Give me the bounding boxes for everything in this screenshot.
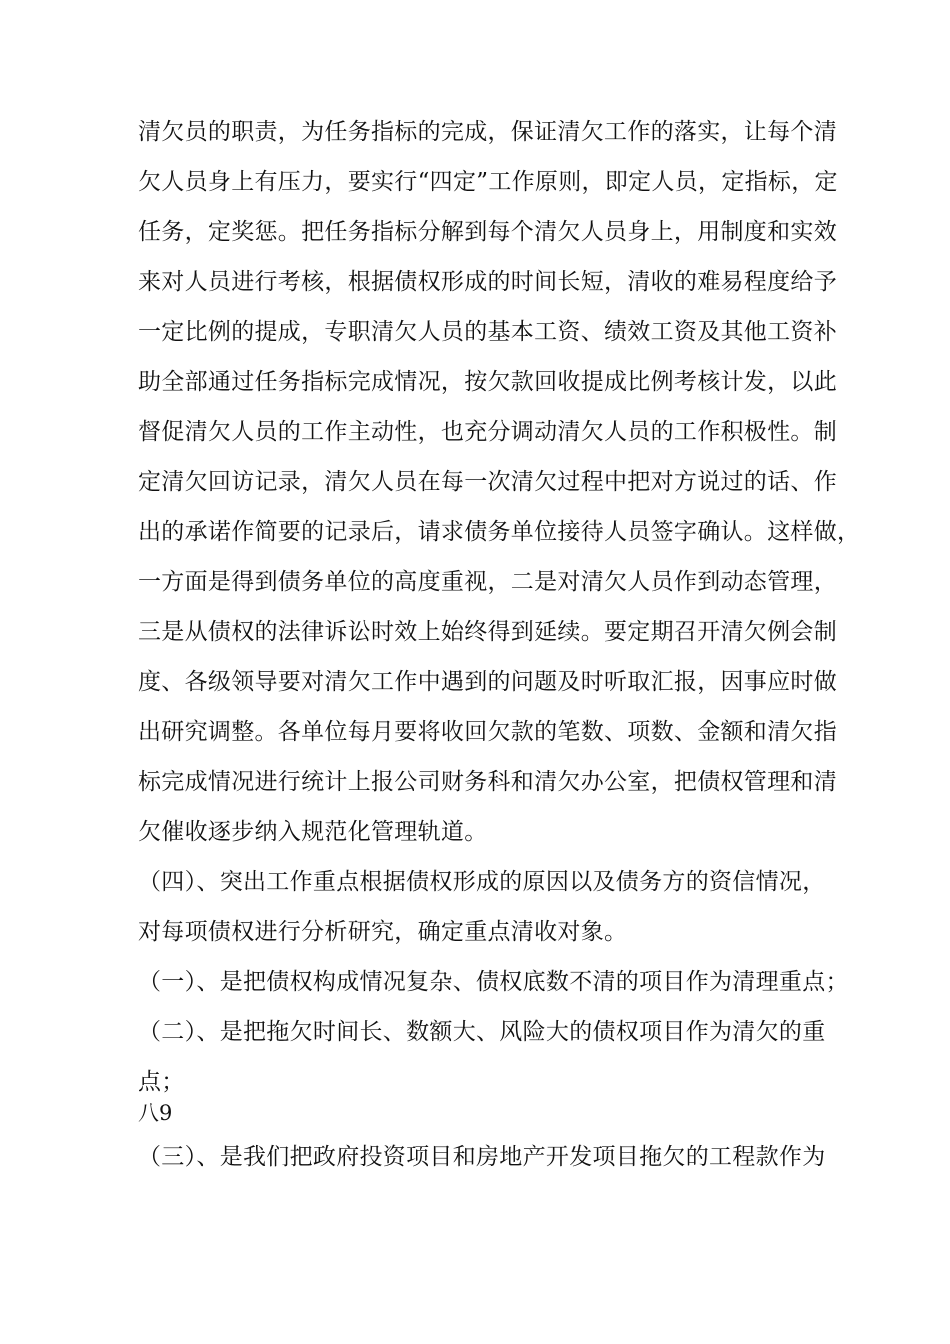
text-line: （三）、是我们把政府投资项目和房地产开发项目拖欠的工程款作为: [138, 1144, 826, 1170]
text-line: 来对人员进行考核，根据债权形成的时间长短，清收的难易程度给予: [138, 269, 837, 295]
text-line: 欠催收逐步纳入规范化管理轨道。: [138, 819, 488, 845]
text-line: 三是从债权的法律诉讼时效上始终得到延续。要定期召开清欠例会制: [138, 619, 837, 645]
text-line: 度、各级领导要对清欠工作中遇到的问题及时听取汇报，因事应时做: [138, 669, 837, 695]
text-line: （一）、是把债权构成情况复杂、债权底数不清的项目作为清理重点；: [138, 969, 849, 995]
text-line: 助全部通过任务指标完成情况，按欠款回收提成比例考核计发，以此: [138, 369, 837, 395]
text-line: 欠人员身上有压力，要实行“四定”工作原则，即定人员，定指标，定: [138, 169, 838, 195]
page-marker: 八9: [138, 1101, 173, 1125]
text-line: 任务，定奖惩。把任务指标分解到每个清欠人员身上，用制度和实效: [138, 219, 837, 245]
text-line: 标完成情况进行统计上报公司财务科和清欠办公室，把债权管理和清: [138, 769, 837, 795]
text-line: （四）、突出工作重点根据债权形成的原因以及债务方的资信情况，: [138, 869, 826, 895]
text-line: 督促清欠人员的工作主动性，也充分调动清欠人员的工作积极性。制: [138, 419, 837, 445]
text-line: 点；: [138, 1069, 185, 1095]
text-line: 一定比例的提成，专职清欠人员的基本工资、绩效工资及其他工资补: [138, 319, 837, 345]
text-line: 出的承诺作简要的记录后，请求债务单位接待人员签字确认。这样做，: [138, 519, 861, 545]
text-line: 定清欠回访记录，清欠人员在每一次清欠过程中把对方说过的话、作: [138, 469, 837, 495]
text-line: 清欠员的职责，为任务指标的完成，保证清欠工作的落实，让每个清: [138, 119, 837, 145]
text-line: 一方面是得到债务单位的高度重视，二是对清欠人员作到动态管理，: [138, 569, 837, 595]
text-line: （二）、是把拖欠时间长、数额大、风险大的债权项目作为清欠的重: [138, 1019, 826, 1045]
text-line: 出研究调整。各单位每月要将收回欠款的笔数、项数、金额和清欠指: [138, 719, 837, 745]
text-line: 对每项债权进行分析研究，确定重点清收对象。: [138, 919, 628, 945]
